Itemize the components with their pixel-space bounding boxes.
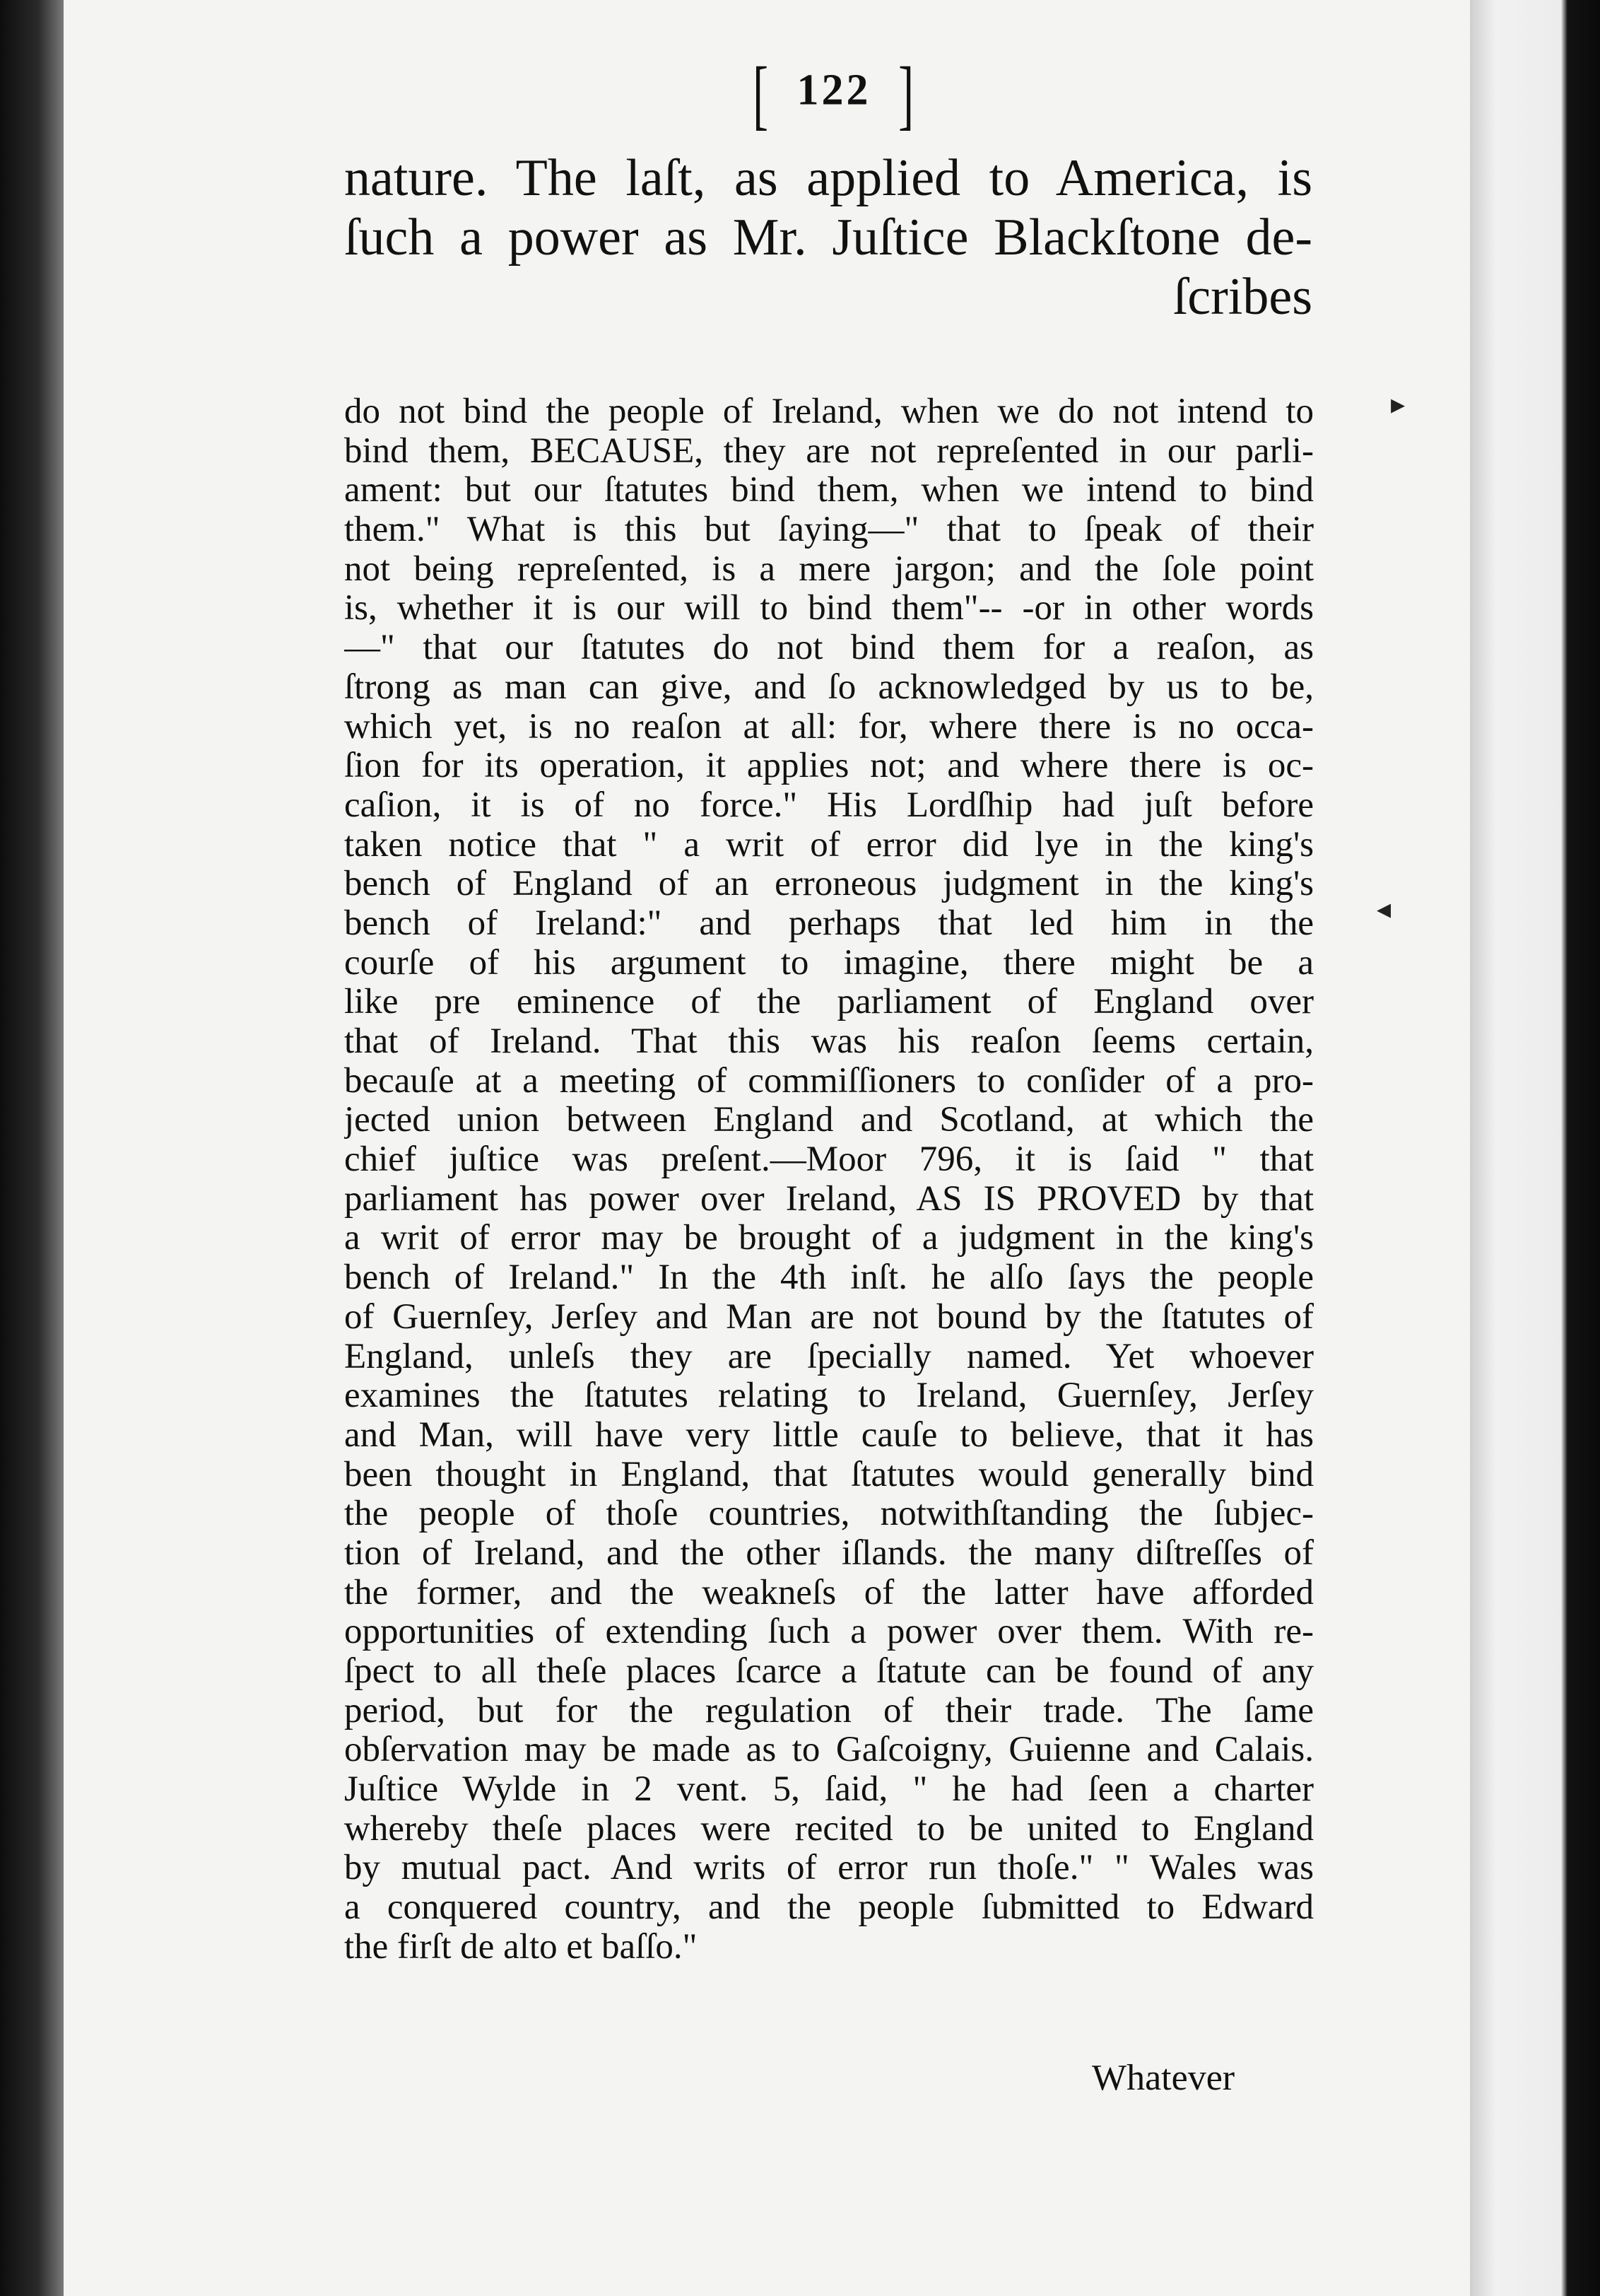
text-line: and Man, will have very little cauſe to believe, that it has xyxy=(344,1415,1314,1455)
text-line: taken notice that " a writ of error did lye in the king's xyxy=(344,825,1314,865)
folio-number: 122 xyxy=(796,66,871,115)
text-line: ſtrong as man can give, and ſo acknowledged by us to be, xyxy=(344,667,1314,707)
text-line: a writ of error may be brought of a judgment in the king's xyxy=(344,1219,1314,1258)
text-line: that of Ireland. That this was his reaſon ſeems certain, xyxy=(344,1022,1314,1061)
book-gutter-right xyxy=(1470,0,1600,2296)
text-line: by mutual pact. And writs of error run thoſe." " Wales was xyxy=(344,1849,1314,1888)
text-line: —" that our ſtatutes do not bind them for a reaſon, as xyxy=(344,628,1314,668)
opening-line-2: ſuch a power as Mr. Juſtice Blackſtone de- xyxy=(344,209,1312,266)
text-line: bench of England of an erroneous judgment in the king's xyxy=(344,865,1314,904)
text-line: courſe of his argument to imagine, there might be a xyxy=(344,943,1314,983)
text-line: of Guernſey, Jerſey and Man are not bound by the ſtatutes of xyxy=(344,1297,1314,1337)
footnote-text xyxy=(344,392,1314,1967)
text-line: becauſe at a meeting of commiſſioners to conſider of a pro- xyxy=(344,1061,1314,1101)
text-line: tion of Ireland, and the other iſlands. the many diſtreſſes of xyxy=(344,1533,1314,1573)
text-line: bind them, BECAUSE, they are not repreſented in our parli- xyxy=(344,431,1314,471)
text-line: parliament has power over Ireland, AS IS PROVED by that xyxy=(344,1179,1314,1219)
text-line: ſion for its operation, it applies not; and where there is oc- xyxy=(344,746,1314,786)
opening-paragraph xyxy=(344,148,1312,327)
text-line: opportunities of extending ſuch a power over them. With re- xyxy=(344,1612,1314,1652)
text-line: obſervation may be made as to Gaſcoigny, Guienne and Calais. xyxy=(344,1730,1314,1770)
text-line: like pre eminence of the parliament of England over xyxy=(344,983,1314,1022)
text-line: whereby theſe places were recited to be united to England xyxy=(344,1809,1314,1849)
folio-right-bracket: ] xyxy=(898,51,916,137)
text-line: which yet, is no reaſon at all: for, where there is no occa- xyxy=(344,707,1314,746)
opening-line-3: ſcribes xyxy=(1172,268,1312,326)
text-line: examines the ſtatutes relating to Ireland, Guernſey, Jerſey xyxy=(344,1376,1314,1416)
text-line: jected union between England and Scotland, at which the xyxy=(344,1101,1314,1140)
text-line: a conquered country, and the people ſubmitted to Edward xyxy=(344,1888,1314,1928)
text-line: bench of Ireland." In the 4th inſt. he alſo ſays the people xyxy=(344,1258,1314,1298)
text-line: caſion, it is of no force." His Lordſhip had juſt before xyxy=(344,785,1314,825)
margin-mark: ◂ xyxy=(1377,893,1392,925)
text-line: Juſtice Wylde in 2 vent. 5, ſaid, " he had ſeen a charter xyxy=(344,1770,1314,1810)
text-line: been thought in England, that ſtatutes would generally bind xyxy=(344,1455,1314,1494)
book-gutter-left xyxy=(0,0,64,2296)
text-line: not being repreſented, is a mere jargon; and the ſole point xyxy=(344,549,1314,589)
text-line: period, but for the regulation of their trade. The ſame xyxy=(344,1691,1314,1730)
text-line: ſpect to all theſe places ſcarce a ſtatute can be found of any xyxy=(344,1652,1314,1691)
text-line: the people of thoſe countries, notwithſtanding the ſubjec- xyxy=(344,1494,1314,1534)
text-line: is, whether it is our will to bind them"-- -or in other words xyxy=(344,589,1314,628)
text-line: the former, and the weakneſs of the latter have afforded xyxy=(344,1573,1314,1612)
folio-left-bracket: [ xyxy=(752,51,770,137)
catchword: Whatever xyxy=(1092,2058,1235,2098)
text-line: England, unleſs they are ſpecially named. Yet whoever xyxy=(344,1337,1314,1376)
text-line: bench of Ireland:" and perhaps that led him in the xyxy=(344,903,1314,943)
text-line: ament: but our ſtatutes bind them, when we intend to bind xyxy=(344,471,1314,510)
text-line: do not bind the people of Ireland, when we do not intend to xyxy=(344,392,1314,431)
page-number xyxy=(693,49,975,139)
text-line: them." What is this but ſaying—" that to ſpeak of their xyxy=(344,510,1314,550)
text-line: chief juſtice was preſent.—Moor 796, it is ſaid " that xyxy=(344,1140,1314,1180)
opening-line-1: nature. The laſt, as applied to America, is xyxy=(344,149,1312,207)
text-line: the firſt de alto et baſſo." xyxy=(344,1927,698,1967)
margin-mark: ▸ xyxy=(1391,388,1406,420)
